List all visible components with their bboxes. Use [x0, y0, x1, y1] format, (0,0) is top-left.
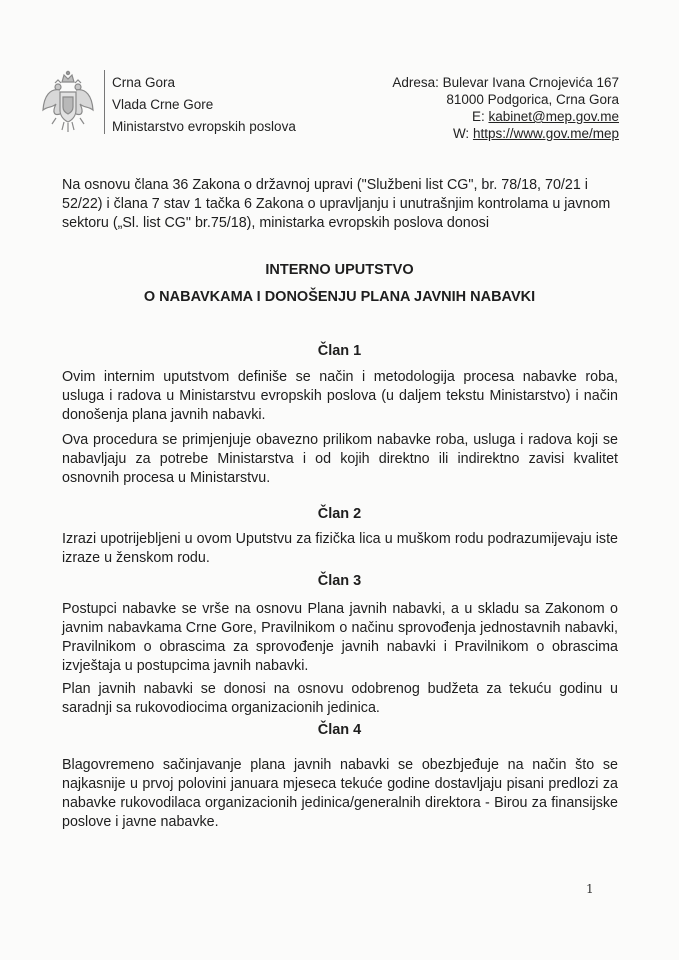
web-link[interactable]: https://www.gov.me/mep [472, 126, 619, 141]
institution-line-government: Vlada Crne Gore [112, 97, 214, 112]
address-block [392, 74, 619, 142]
coat-of-arms-icon [40, 70, 96, 136]
institution-block [112, 72, 296, 138]
article-2-paragraph-1: Izrazi upotrijebljeni u ovom Uputstvu za fizička lica u muškom rodu podrazumijevaju iste izraze u ženskom rodu. [62, 531, 618, 566]
email-label: E: [471, 109, 489, 124]
header-divider [104, 70, 105, 134]
article-3-heading: Član 3 [317, 573, 362, 589]
address-email-row [392, 108, 619, 125]
institution-line-country: Crna Gora [112, 75, 176, 90]
article-1-heading: Član 1 [317, 343, 362, 359]
document-title: INTERNO UPUTSTVO [265, 262, 414, 278]
institution-line-ministry: Ministarstvo evropskih poslova [112, 119, 296, 134]
page-number: 1 [586, 882, 594, 896]
address-street: Adresa: Bulevar Ivana Crnojevića 167 [392, 75, 619, 90]
article-1-paragraph-1: Ovim internim uputstvom definiše se način i metodologija procesa nabavke roba, usluga i radova u Ministarstvu evropskih poslova (u daljem tekstu Ministarstvo) i način donošenja plana javnih nabavki. [62, 369, 618, 423]
preamble: Na osnovu člana 36 Zakona o državnoj upravi ("Službeni list CG", br. 78/18, 70/21 i 52/22) i člana 7 stav 1 tačka 6 Zakona o upravljanju i unutrašnjim kontrolama u javnom sektoru („Sl. list CG" br.75/18), ministarka evropskih poslova donosi [62, 177, 611, 231]
article-2-heading: Član 2 [317, 506, 362, 522]
article-4-heading: Član 4 [317, 722, 362, 738]
address-web-row [392, 125, 619, 142]
web-label: W: [452, 126, 473, 141]
article-1-paragraph-2: Ova procedura se primjenjuje obavezno prilikom nabavke roba, usluga i radova koji se nabavljaju za potrebe Ministarstva i od kojih direktno ili indirektno zavisi kvalitet osnovnih procesa u Ministarstvu. [62, 432, 618, 486]
address-city: 81000 Podgorica, Crna Gora [446, 92, 619, 107]
article-3-paragraph-2: Plan javnih nabavki se donosi na osnovu odobrenog budžeta za tekuću godinu u saradnji sa rukovodiocima organizacionih jedinica. [62, 681, 618, 716]
email-link[interactable]: kabinet@mep.gov.me [488, 109, 619, 124]
document-subtitle: O NABAVKAMA I DONOŠENJU PLANA JAVNIH NABAVKI [143, 289, 536, 305]
article-3-paragraph-1: Postupci nabavke se vrše na osnovu Plana javnih nabavki, a u skladu sa Zakonom o javnim nabavkama Crne Gore, Pravilnikom o načinu sprovođenja jednostavnih nabavki, Pravilnikom o obrascima za sprovođenje javnih nabavki i Pravilnikom o obrascima izvještaja u postupcima javnih nabavki. [62, 601, 618, 674]
article-4-paragraph-1: Blagovremeno sačinjavanje plana javnih nabavki se obezbjeđuje na način što se najkasnije u prvoj polovini januara mjeseca tekuće godine dostavljaju pisani predlozi za nabavke rukovodilaca organizacionih jedinica/generalnih direktora - Birou za finansijske poslove i javne nabavke. [62, 757, 618, 830]
